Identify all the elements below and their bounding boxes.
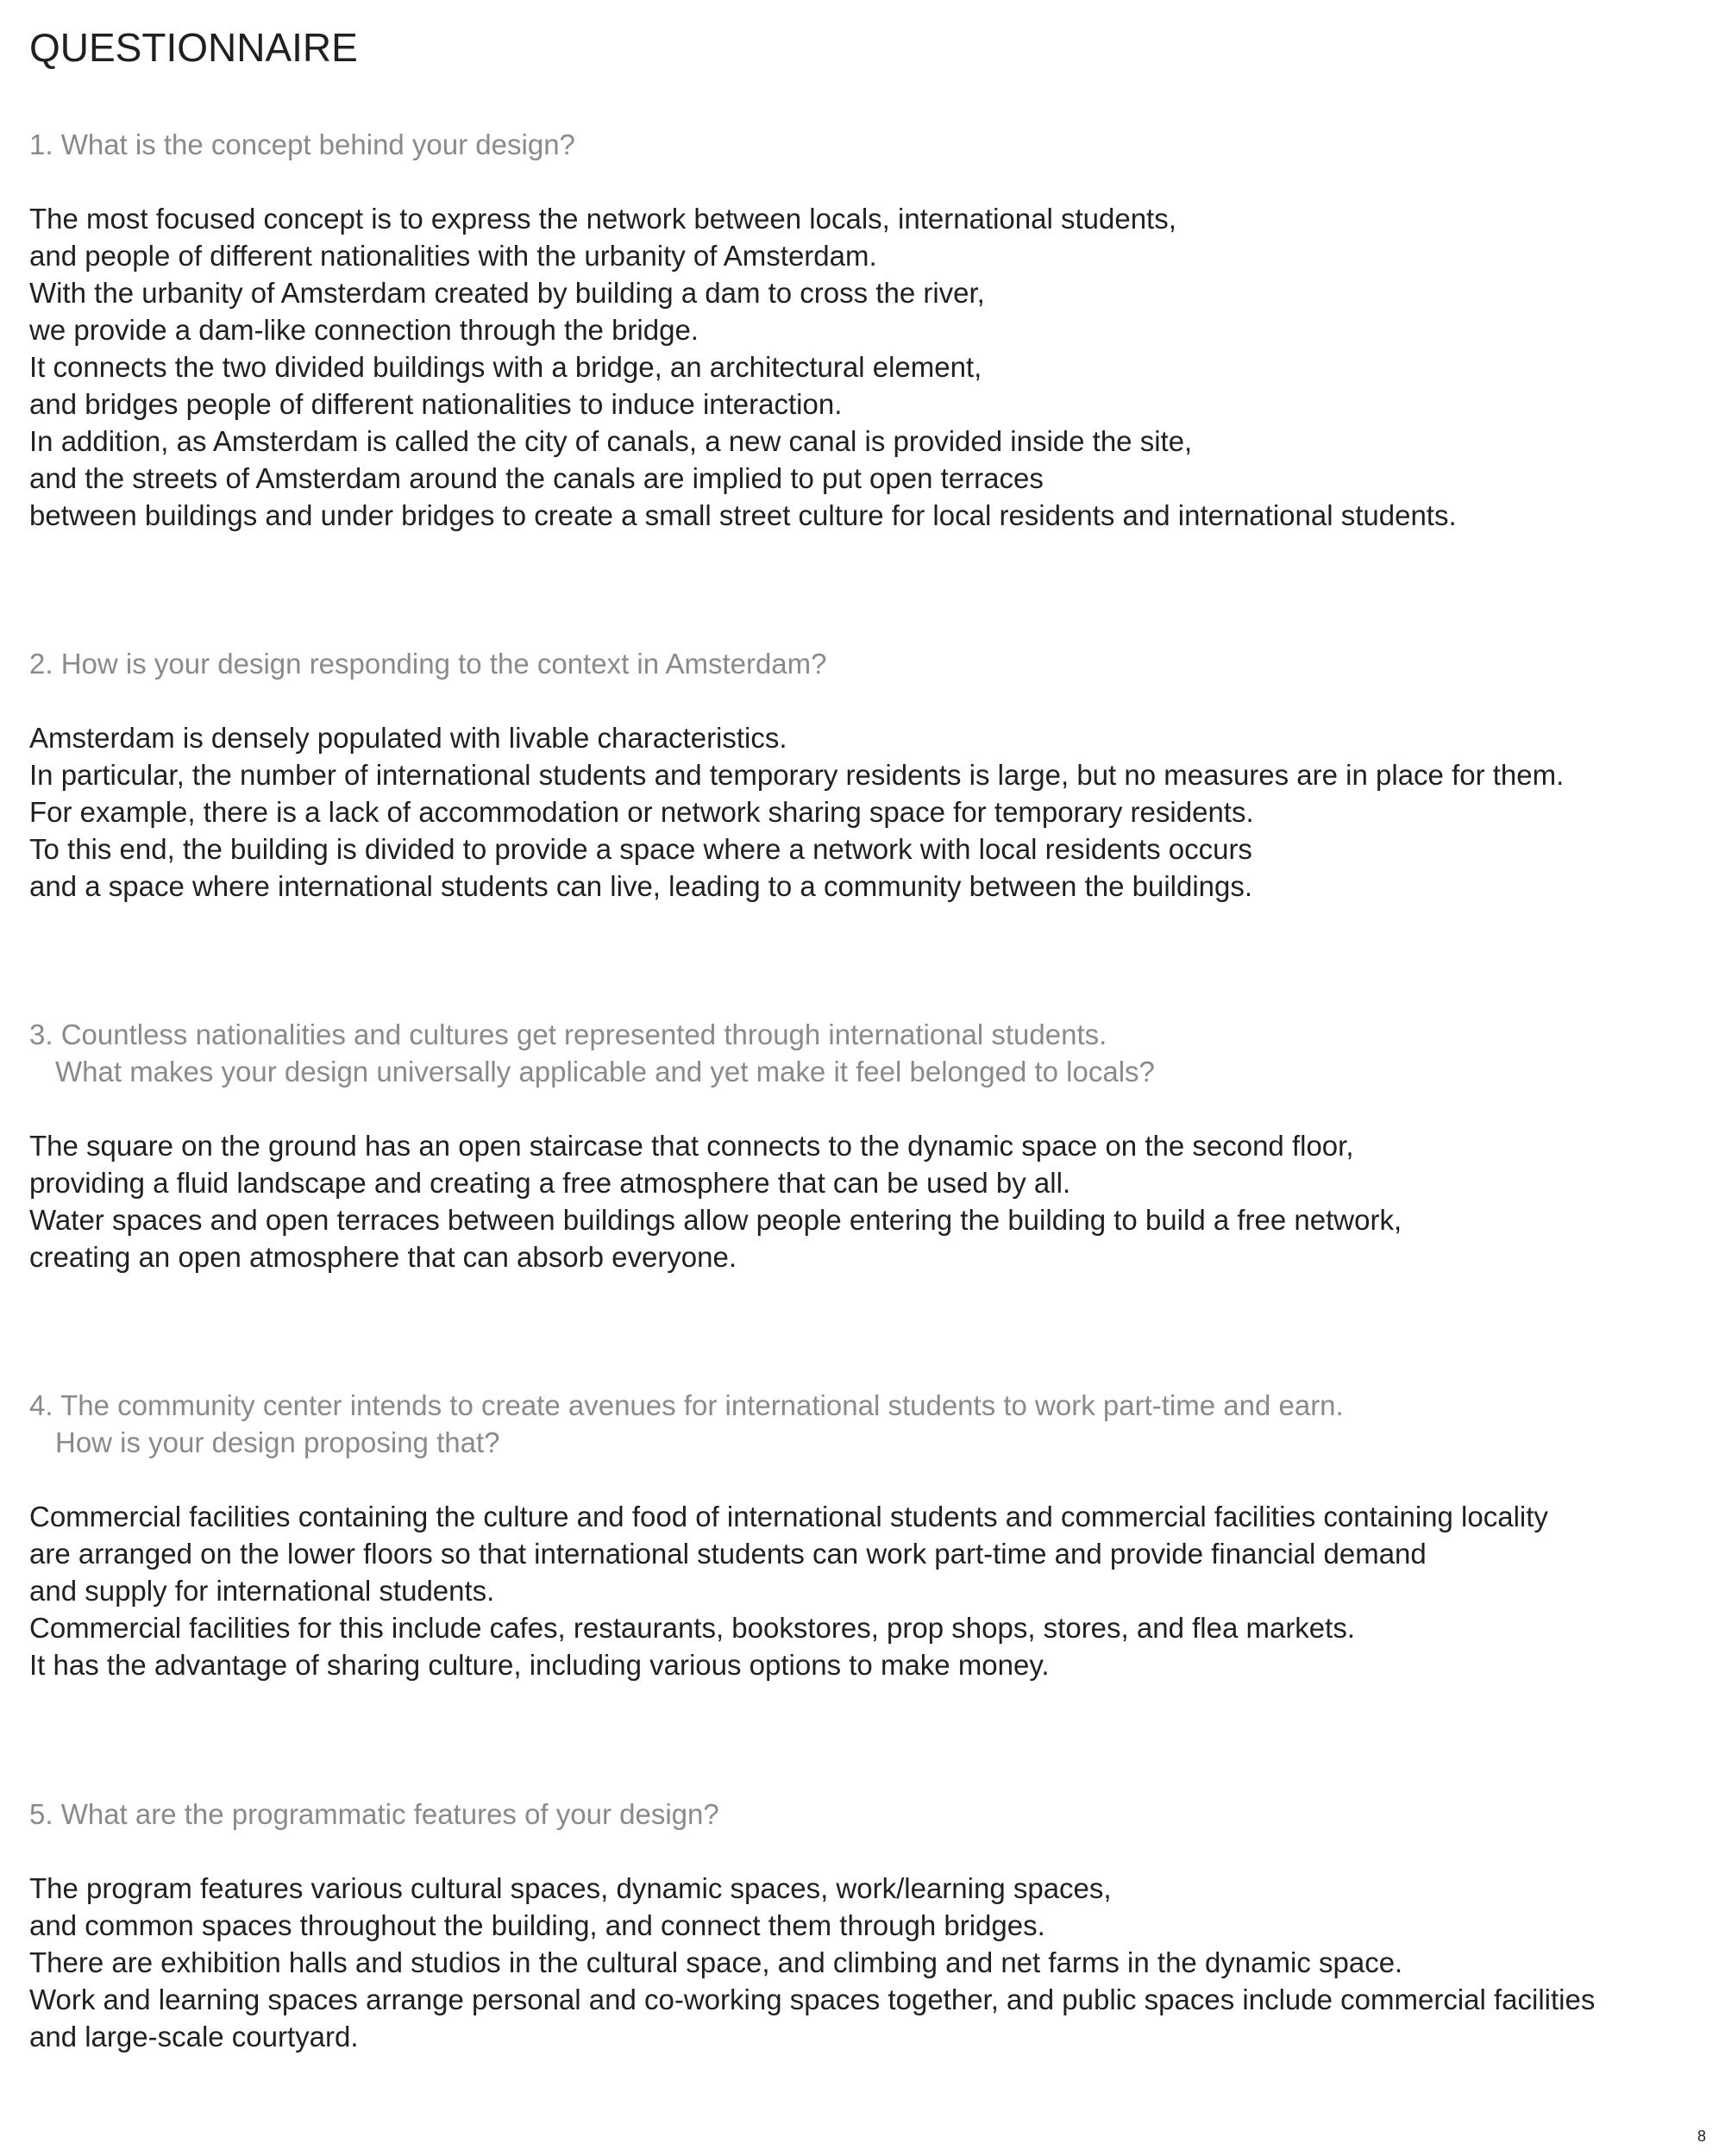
question-line: 3. Countless nationalities and cultures get represented through international students. [29,1018,1107,1050]
question-line: How is your design proposing that? [55,1426,500,1458]
answer-line: creating an open atmosphere that can absorb everyone. [29,1241,737,1273]
answer-line: There are exhibition halls and studios in the cultural space, and climbing and net farms in the dynamic space. [29,1946,1403,1978]
answer-line: In particular, the number of international students and temporary residents is large, but no measures are in place for them. [29,759,1565,791]
question-heading [29,645,1694,682]
question-line: 1. What is the concept behind your design? [29,128,575,160]
answer-line: Commercial facilities for this include cafes, restaurants, bookstores, prop shops, stores, and flea markets. [29,1612,1355,1644]
answer-line: and people of different nationalities with the urbanity of Amsterdam. [29,240,877,272]
question-heading [29,1016,1694,1090]
question-heading [29,1387,1694,1461]
page-title: QUESTIONNAIRE [29,25,358,70]
answer-line: For example, there is a lack of accommodation or network sharing space for temporary residents. [29,796,1254,828]
question-line: 4. The community center intends to create avenues for international students to work part-time and earn. [29,1389,1344,1421]
answer-line: and large-scale courtyard. [29,2021,359,2053]
answer-line: With the urbanity of Amsterdam created by building a dam to cross the river, [29,277,985,309]
answer-line: The program features various cultural spaces, dynamic spaces, work/learning spaces, [29,1872,1112,1904]
question-section-3 [29,1016,1694,1275]
answer-line: Commercial facilities containing the culture and food of international students and commercial facilities containing locality [29,1501,1548,1532]
answer-text [29,1127,1694,1275]
answer-line: between buildings and under bridges to create a small street culture for local residents and international students. [29,499,1457,531]
answer-line: It connects the two divided buildings with a bridge, an architectural element, [29,351,982,383]
answer-line: and a space where international students can live, leading to a community between the buildings. [29,870,1253,902]
answer-line: and common spaces throughout the building, and connect them through bridges. [29,1909,1045,1941]
question-section-4 [29,1387,1694,1683]
answer-text [29,200,1694,534]
question-heading [29,1796,1694,1833]
answer-line: The most focused concept is to express the network between locals, international students, [29,203,1176,235]
answer-text [29,1870,1694,2055]
answer-text [29,719,1694,905]
question-line: What makes your design universally applicable and yet make it feel belonged to locals? [55,1056,1155,1087]
question-section-1 [29,126,1694,534]
question-section-5 [29,1796,1694,2055]
answer-line: It has the advantage of sharing culture, including various options to make money. [29,1649,1050,1681]
question-line: 2. How is your design responding to the context in Amsterdam? [29,648,827,680]
page-number: 8 [1697,2128,1706,2145]
answer-line: In addition, as Amsterdam is called the city of canals, a new canal is provided inside the site, [29,425,1193,457]
answer-line: Work and learning spaces arrange personal and co-working spaces together, and public spaces include commercial facilities [29,1984,1596,2015]
answer-line: and supply for international students. [29,1575,495,1607]
answer-line: To this end, the building is divided to provide a space where a network with local residents occurs [29,833,1252,865]
answer-text [29,1498,1694,1683]
answer-line: Amsterdam is densely populated with livable characteristics. [29,722,787,754]
answer-line: The square on the ground has an open staircase that connects to the dynamic space on the second floor, [29,1130,1354,1162]
answer-line: providing a fluid landscape and creating a free atmosphere that can be used by all. [29,1167,1071,1199]
question-heading [29,126,1694,163]
answer-line: and bridges people of different nationalities to induce interaction. [29,388,843,420]
answer-line: and the streets of Amsterdam around the canals are implied to put open terraces [29,462,1044,494]
question-line: 5. What are the programmatic features of your design? [29,1798,719,1830]
question-section-2 [29,645,1694,905]
answer-line: we provide a dam-like connection through the bridge. [29,314,699,346]
answer-line: are arranged on the lower floors so that international students can work part-time and provide financial demand [29,1538,1427,1570]
answer-line: Water spaces and open terraces between buildings allow people entering the building to build a free network, [29,1204,1402,1236]
